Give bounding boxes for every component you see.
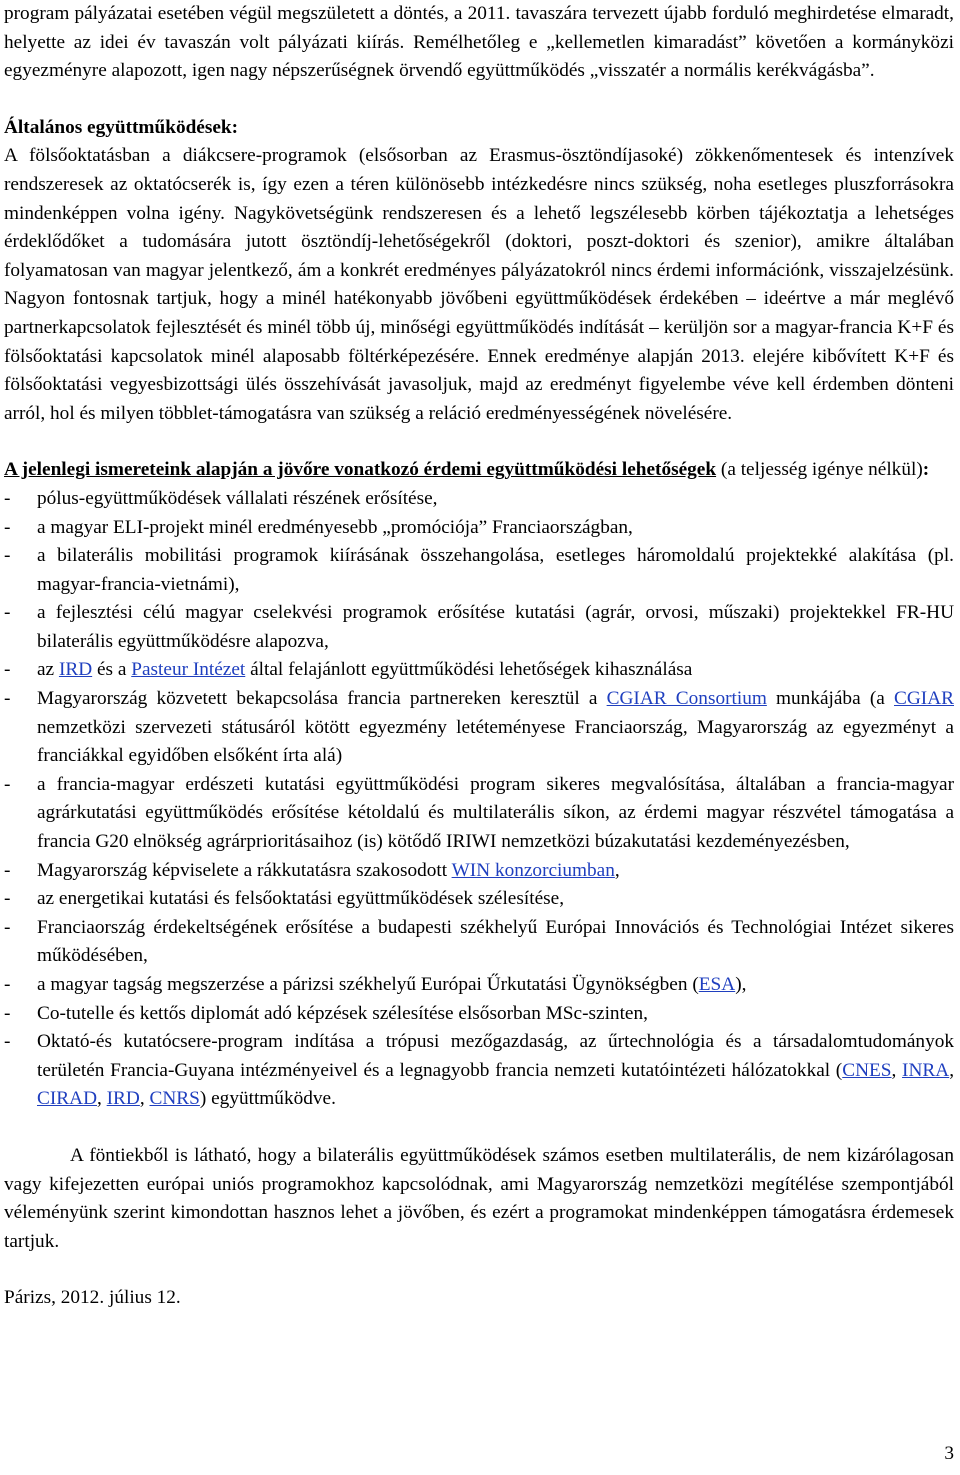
list-item-text: pólus-együttműködések vállalati részének erősítése, <box>37 487 438 509</box>
separator: , <box>949 1059 955 1081</box>
list-item <box>4 542 954 599</box>
intro-paragraph: program pályázatai esetében végül megszületett a döntés, a 2011. tavaszára tervezett újabb forduló meghirdetése elmaradt, helyette az idei év tavaszán volt pályázati kiírás. Remélhetőleg e „kellemetlen kimaradást” követően a kormányközi egyezményre alapozott, igen nagy népszerűségnek örvendő együttműködés „visszatér a normális kerékvágásba”. <box>4 3 954 82</box>
opportunities-section <box>4 456 954 1114</box>
dash-bullet: - <box>4 659 11 681</box>
opportunities-heading-bold: A jelenlegi ismereteink alapján a jövőre vonatkozó érdemi együttműködési lehetőségek <box>4 459 717 481</box>
list-item-text: nemzetközi szervezeti státusáról kötött egyezmény letéteményese Franciaország, Magyarország az egyezményt a franciákkal egyidőben elsőként írta alá) <box>37 716 954 767</box>
list-item <box>4 857 954 886</box>
pasteur-institute-link[interactable]: Pasteur Intézet <box>131 659 246 681</box>
list-item <box>4 599 954 656</box>
list-item-text: Magyarország közvetett bekapcsolása francia partnereken keresztül a <box>37 688 607 710</box>
dash-bullet: - <box>4 974 11 995</box>
dash-bullet: - <box>4 859 11 881</box>
list-item-text: Co-tutelle és kettős diplomát adó képzések szélesítése elsősorban MSc-szinten, <box>37 1002 648 1024</box>
list-item-text: , <box>614 859 620 881</box>
cnes-link[interactable]: CNES <box>842 1059 892 1081</box>
list-item <box>4 1000 954 1029</box>
list-item-text: Magyarország képviselete a rákkutatásra szakosodott <box>37 859 452 881</box>
list-item-text: Franciaország érdekeltségének erősítése a budapesti székhelyű Európai Innovációs és Technológiai Intézet sikeres működésében, <box>37 916 954 967</box>
dash-bullet: - <box>4 602 11 624</box>
list-item <box>4 914 954 971</box>
cgiar-consortium-link[interactable]: CGIAR Consortium <box>606 688 767 710</box>
list-item <box>4 885 954 914</box>
dash-bullet: - <box>4 888 11 910</box>
dash-bullet: - <box>4 545 11 567</box>
dash-bullet: - <box>4 688 11 710</box>
list-item <box>4 1028 954 1114</box>
list-item-text: a francia-magyar erdészeti kutatási együttműködési program sikeres megvalósítása, általában a francia-magyar agrárkutatási együttműködés erősítése kétoldalú és multilaterális síkon, az érdemi magyar részvétel támogatása a francia G20 elnökség agrárprioritásaihoz (is) kötődő IRIWI nemzetközi búzakutatási kezdeményezésben, <box>37 773 954 853</box>
dash-bullet: - <box>4 1002 11 1024</box>
date-line: Párizs, 2012. július 12. <box>4 1287 181 1309</box>
general-text-2: Nagykövetségünk rendszeresen és a lehető legszélesebb körben tájékoztatja a lehetséges érdeklődőket a tudomására jutott ösztöndíj-lehetőségekről (doktori, poszt-doktori és szenior), amikre általában folyamatosan van magyar jelentkező, ám a konkrét eredményes pályázatokról nincs érdemi információnk, visszajelzésünk. Nagyon fontosnak tartjuk, hogy a minél hatékonyabb jövőbeni együttműködések érdekében – ideértve a már meglévő partnerkapcsolatok fejlesztését és minél több új, minőségi együttműködés indítását – kerüljön sor a magyar-francia K+F és fölsőoktatási kapcsolatok minél alaposabb föltérképezésére. Ennek eredménye alapján 2013. elejére kibővített K+F és fölsőoktatási vegyesbizottsági ülés összehívását javasoljuk, majd az eredményt figyelembe véve kell érdemben dönteni arról, hol és milyen többlet-támogatásra van szükség a reláció eredményességének növelésére. <box>4 202 954 424</box>
general-cooperation-section <box>4 114 954 429</box>
page-number: 3 <box>944 1443 954 1464</box>
list-item-text: által felajánlott együttműködési lehetőségek kihasználása <box>245 659 693 681</box>
list-item-text: Oktató-és kutatócsere-program indítása a trópusi mezőgazdaság, az űrtechnológia és a társadalomtudományok területén Francia-Guyana intézményeivel és a legnagyobb francia nemzeti kutatóintézeti hálózatokkal ( <box>37 1031 954 1081</box>
list-item-text: a bilaterális mobilitási programok kiírásának összehangolása, esetleges háromoldalú projektekké alakítása (pl. magyar-francia-vietnámi), <box>37 545 954 595</box>
list-item <box>4 771 954 857</box>
ird-link[interactable]: IRD <box>58 659 93 681</box>
dash-bullet: - <box>4 516 11 538</box>
list-item-text: az <box>37 659 59 681</box>
cirad-link[interactable]: CIRAD <box>37 1088 97 1110</box>
inra-link[interactable]: INRA <box>902 1059 950 1081</box>
list-item-text: a magyar ELI-projekt minél eredményesebb „promóciója” Franciaországban, <box>37 516 633 538</box>
win-consortium-link[interactable]: WIN konzorciumban <box>451 859 615 881</box>
list-item <box>4 685 954 771</box>
list-item <box>4 485 954 514</box>
opportunities-heading-colon: : <box>922 459 930 481</box>
cgiar-link[interactable]: CGIAR <box>894 688 954 710</box>
opportunities-heading <box>4 456 954 485</box>
document-page <box>4 0 954 1313</box>
cnrs-link[interactable]: CNRS <box>149 1088 200 1110</box>
opportunities-heading-normal: (a teljesség igénye nélkül) <box>716 459 923 481</box>
ird-link-2[interactable]: IRD <box>106 1088 140 1110</box>
list-item-text: az energetikai kutatási és felsőoktatási együttműködések szélesítése, <box>37 888 565 910</box>
general-cooperation-heading: Általános együttműködések: <box>4 116 239 138</box>
separator: , <box>891 1059 903 1081</box>
list-item <box>4 514 954 543</box>
list-item-text: a magyar tagság megszerzése a párizsi székhelyű Európai Űrkutatási Ügynökségben ( <box>37 974 699 995</box>
list-item-text: a fejlesztési célú magyar cselekvési programok erősítése kutatási (agrár, orvosi, műszaki) projektekkel FR-HU bilaterális együttműködésre alapozva, <box>37 602 954 652</box>
list-item <box>4 656 954 685</box>
separator: , <box>97 1088 107 1110</box>
dash-bullet: - <box>4 1031 11 1053</box>
general-cooperation-paragraph <box>4 114 954 429</box>
list-item <box>4 971 954 1000</box>
dash-bullet: - <box>4 487 11 509</box>
list-item-text: és a <box>92 659 132 681</box>
general-text-1: A fölsőoktatásban a diákcsere-programok (elsősorban az Erasmus-ösztöndíjasoké) zökkenőmentesek és intenzívek rendszeresek az oktatócserék is, így ezen a téren különösebb intézkedésre nincs szükség, noha esetleges pluszforrásokra mindenképpen volna igény. <box>4 145 954 224</box>
closing-paragraph: A föntiekből is látható, hogy a bilaterális együttműködések számos esetben multilaterális, de nem kizárólagosan vagy kifejezetten európai uniós programokhoz kapcsolódnak, ami Magyarország nemzetközi megítélése szempontjából véleményünk szerint kimondottan hasznos lehet a jövőben, és ezért a programokat mindenképpen támogatásra érdemesek tartjuk. <box>4 1144 954 1252</box>
list-item-text: munkájába (a <box>766 688 894 710</box>
esa-link[interactable]: ESA <box>698 974 736 995</box>
dash-bullet: - <box>4 773 11 795</box>
opportunities-list <box>4 485 954 1114</box>
list-item-text: ), <box>735 974 747 995</box>
separator: , <box>139 1088 150 1110</box>
dash-bullet: - <box>4 916 11 938</box>
list-item-text: ) együttműködve. <box>199 1088 336 1110</box>
